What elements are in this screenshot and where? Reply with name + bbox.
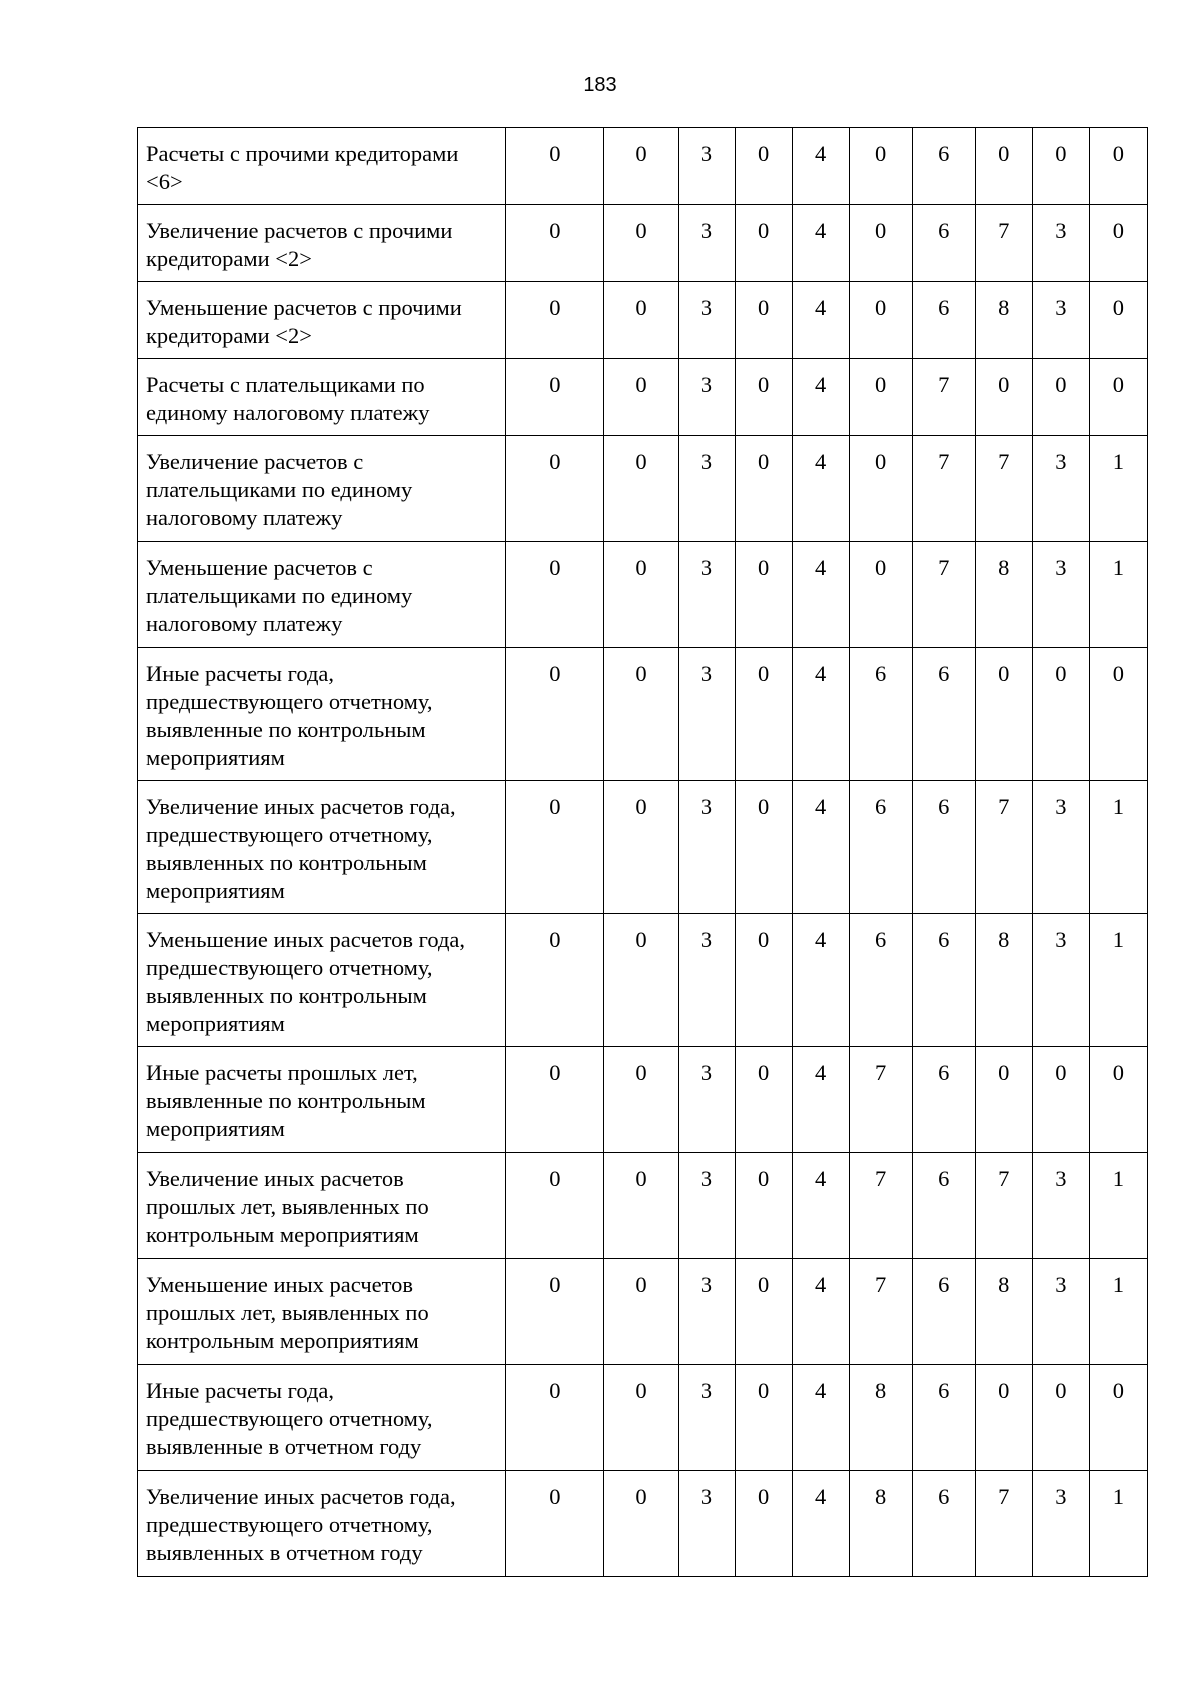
row-description: Иные расчеты прошлых лет, выявленные по контрольным мероприятиям [138,1047,506,1153]
code-digit: 0 [1089,205,1147,282]
code-digit: 1 [1089,1471,1147,1577]
code-digit: 0 [604,1153,678,1259]
table-row [138,359,1148,436]
code-digit: 0 [506,1259,604,1365]
code-digit: 3 [678,542,735,648]
code-digit: 0 [1089,359,1147,436]
code-digit: 6 [849,781,912,914]
code-digit: 7 [849,1047,912,1153]
code-digit: 0 [506,205,604,282]
code-digit: 0 [506,781,604,914]
code-digit: 1 [1089,1259,1147,1365]
code-digit: 8 [975,914,1032,1047]
code-digit: 3 [1032,1259,1089,1365]
code-digit: 0 [1032,128,1089,205]
code-digit: 0 [604,436,678,542]
code-digit: 7 [975,1471,1032,1577]
code-digit: 7 [912,359,975,436]
code-digit: 6 [912,1365,975,1471]
code-digit: 0 [975,1365,1032,1471]
code-digit: 1 [1089,542,1147,648]
row-description: Уменьшение расчетов с прочими кредиторами <2> [138,282,506,359]
table-row [138,914,1148,1047]
code-digit: 0 [735,205,792,282]
account-codes-table [137,127,1148,1577]
code-digit: 3 [678,436,735,542]
code-digit: 4 [792,1365,849,1471]
code-digit: 0 [975,359,1032,436]
code-digit: 6 [912,781,975,914]
code-digit: 0 [975,1047,1032,1153]
code-digit: 0 [1089,282,1147,359]
code-digit: 3 [678,359,735,436]
table-row [138,1259,1148,1365]
code-digit: 4 [792,1471,849,1577]
code-digit: 7 [975,781,1032,914]
code-digit: 7 [849,1259,912,1365]
code-digit: 0 [735,282,792,359]
code-digit: 6 [912,282,975,359]
code-digit: 0 [735,781,792,914]
table-row [138,128,1148,205]
code-digit: 1 [1089,914,1147,1047]
row-description: Увеличение расчетов с прочими кредиторами <2> [138,205,506,282]
row-description: Уменьшение расчетов с плательщиками по единому налоговому платежу [138,542,506,648]
code-digit: 0 [506,542,604,648]
row-description: Увеличение иных расчетов прошлых лет, выявленных по контрольным мероприятиям [138,1153,506,1259]
code-digit: 1 [1089,781,1147,914]
code-digit: 0 [506,1153,604,1259]
code-digit: 0 [506,648,604,781]
code-digit: 0 [604,542,678,648]
code-digit: 0 [604,1047,678,1153]
code-digit: 3 [1032,542,1089,648]
row-description: Иные расчеты года, предшествующего отчетному, выявленные по контрольным мероприятиям [138,648,506,781]
code-digit: 3 [1032,436,1089,542]
code-digit: 3 [1032,1153,1089,1259]
code-digit: 0 [1089,1047,1147,1153]
code-digit: 0 [506,359,604,436]
code-digit: 0 [849,282,912,359]
code-digit: 3 [1032,1471,1089,1577]
code-digit: 6 [912,648,975,781]
code-digit: 1 [1089,1153,1147,1259]
code-digit: 4 [792,1259,849,1365]
code-digit: 3 [678,1471,735,1577]
table-row [138,1471,1148,1577]
code-digit: 0 [1032,359,1089,436]
code-digit: 0 [735,436,792,542]
code-digit: 0 [506,914,604,1047]
row-description: Расчеты с плательщиками по единому налоговому платежу [138,359,506,436]
code-digit: 0 [849,359,912,436]
code-digit: 3 [678,205,735,282]
code-digit: 0 [735,1259,792,1365]
row-description: Иные расчеты года, предшествующего отчетному, выявленные в отчетном году [138,1365,506,1471]
code-digit: 6 [912,128,975,205]
code-digit: 0 [1032,1365,1089,1471]
code-digit: 0 [1032,1047,1089,1153]
table-row [138,282,1148,359]
code-digit: 0 [604,1471,678,1577]
code-digit: 0 [849,128,912,205]
code-digit: 0 [604,1365,678,1471]
code-digit: 0 [604,1259,678,1365]
code-digit: 0 [506,1471,604,1577]
code-digit: 0 [506,1365,604,1471]
page-number: 183 [583,74,617,96]
code-digit: 4 [792,359,849,436]
code-digit: 6 [912,205,975,282]
code-digit: 4 [792,436,849,542]
code-digit: 3 [678,1259,735,1365]
code-digit: 0 [735,1153,792,1259]
code-digit: 0 [975,128,1032,205]
code-digit: 4 [792,781,849,914]
code-digit: 0 [604,781,678,914]
code-digit: 6 [912,1153,975,1259]
code-digit: 6 [849,648,912,781]
code-digit: 0 [604,648,678,781]
code-digit: 0 [735,648,792,781]
code-digit: 3 [1032,914,1089,1047]
code-digit: 4 [792,542,849,648]
code-digit: 8 [849,1471,912,1577]
code-digit: 0 [604,282,678,359]
table-row [138,1047,1148,1153]
code-digit: 3 [678,648,735,781]
row-description: Увеличение иных расчетов года, предшествующего отчетному, выявленных в отчетном году [138,1471,506,1577]
row-description: Уменьшение иных расчетов прошлых лет, выявленных по контрольным мероприятиям [138,1259,506,1365]
code-digit: 3 [678,781,735,914]
code-digit: 4 [792,914,849,1047]
code-digit: 0 [849,205,912,282]
code-digit: 4 [792,282,849,359]
table-row [138,542,1148,648]
code-digit: 0 [735,359,792,436]
table-row [138,648,1148,781]
code-digit: 4 [792,1153,849,1259]
code-digit: 3 [1032,781,1089,914]
code-digit: 6 [912,1471,975,1577]
code-digit: 4 [792,648,849,781]
code-digit: 6 [912,1047,975,1153]
row-description: Увеличение расчетов с плательщиками по единому налоговому платежу [138,436,506,542]
code-digit: 0 [735,1471,792,1577]
code-digit: 0 [604,128,678,205]
code-digit: 0 [506,282,604,359]
table-row [138,436,1148,542]
code-digit: 3 [678,1047,735,1153]
code-digit: 0 [735,1047,792,1153]
code-digit: 0 [849,436,912,542]
row-description: Расчеты с прочими кредиторами <6> [138,128,506,205]
table-row [138,1365,1148,1471]
code-digit: 0 [506,128,604,205]
code-digit: 0 [604,914,678,1047]
code-digit: 7 [975,436,1032,542]
code-digit: 0 [735,542,792,648]
code-digit: 0 [604,205,678,282]
code-digit: 6 [849,914,912,1047]
code-digit: 3 [1032,282,1089,359]
code-digit: 7 [912,436,975,542]
code-digit: 6 [912,914,975,1047]
code-digit: 8 [975,542,1032,648]
table-row [138,1153,1148,1259]
code-digit: 1 [1089,436,1147,542]
code-digit: 0 [1089,1365,1147,1471]
row-description: Увеличение иных расчетов года, предшествующего отчетному, выявленных по контрольным мероприятиям [138,781,506,914]
code-digit: 0 [1032,648,1089,781]
code-digit: 7 [849,1153,912,1259]
code-digit: 4 [792,128,849,205]
code-digit: 8 [849,1365,912,1471]
code-digit: 7 [975,1153,1032,1259]
code-digit: 3 [678,1365,735,1471]
row-description: Уменьшение иных расчетов года, предшествующего отчетному, выявленных по контрольным мероприятиям [138,914,506,1047]
code-digit: 0 [506,1047,604,1153]
code-digit: 3 [678,282,735,359]
code-digit: 4 [792,205,849,282]
code-digit: 0 [1089,128,1147,205]
code-digit: 3 [1032,205,1089,282]
code-digit: 7 [975,205,1032,282]
code-digit: 3 [678,914,735,1047]
table-row [138,205,1148,282]
code-digit: 0 [735,914,792,1047]
code-digit: 8 [975,1259,1032,1365]
code-digit: 0 [735,1365,792,1471]
code-digit: 8 [975,282,1032,359]
code-digit: 3 [678,1153,735,1259]
code-digit: 0 [604,359,678,436]
table-row [138,781,1148,914]
code-digit: 3 [678,128,735,205]
code-digit: 0 [735,128,792,205]
code-digit: 0 [1089,648,1147,781]
code-digit: 0 [506,436,604,542]
code-digit: 4 [792,1047,849,1153]
code-digit: 0 [849,542,912,648]
code-digit: 7 [912,542,975,648]
code-digit: 0 [975,648,1032,781]
code-digit: 6 [912,1259,975,1365]
